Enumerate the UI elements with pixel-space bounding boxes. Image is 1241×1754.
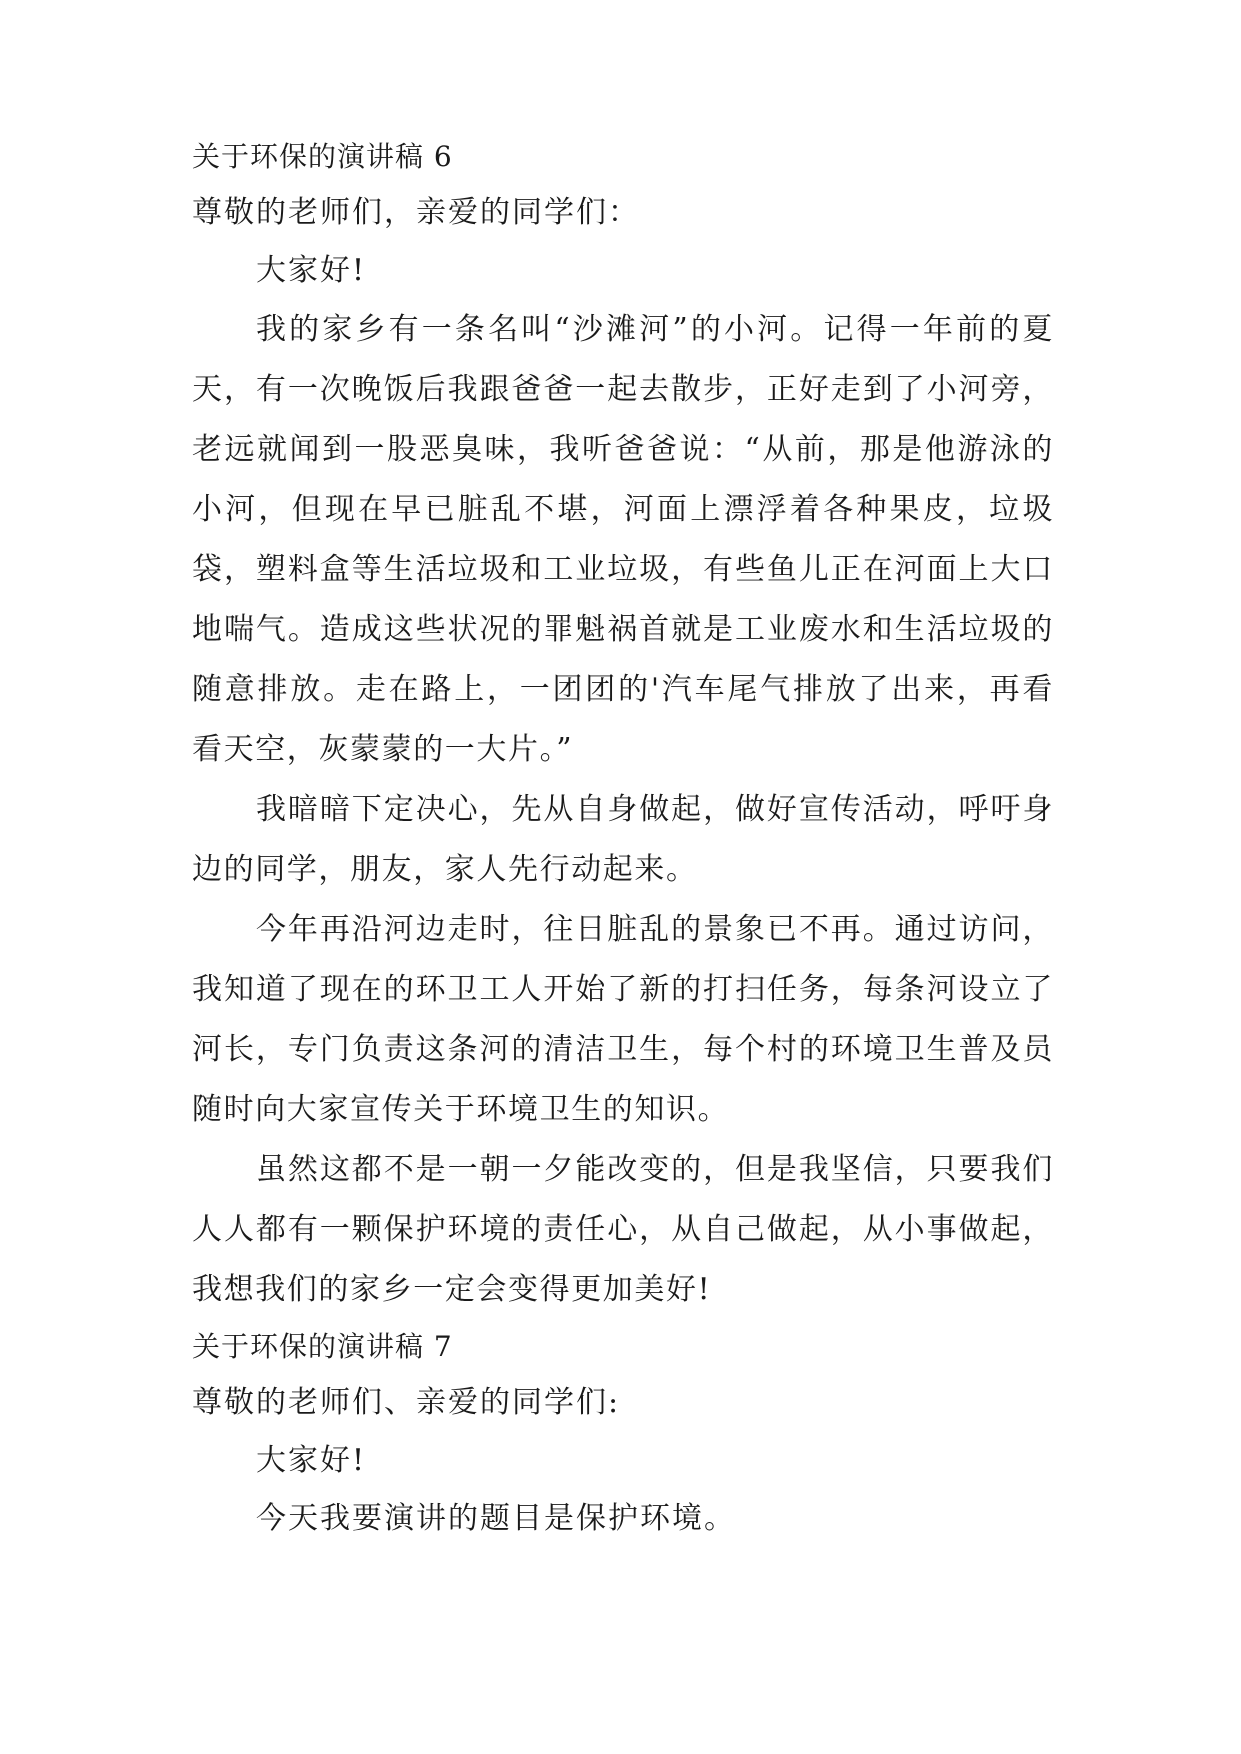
speech-6-title: 关于环保的演讲稿 6	[192, 140, 453, 173]
speech-6-paragraph-1: 我的家乡有一条名叫“沙滩河”的小河。记得一年前的夏天，有一次晚饭后我跟爸爸一起去散步，正好走到了小河旁，老远就闻到一股恶臭味，我听爸爸说：“从前，那是他游泳的小河，但现在早已脏乱不堪，河面上漂浮着各种果皮，垃圾袋，塑料盒等生活垃圾和工业垃圾，有些鱼儿正在河面上大口地喘气。造成这些状况的罪魁祸首就是工业废水和生活垃圾的随意排放。走在路上，一团团的'汽车尾气排放了出来，再看看天空，灰蒙蒙的一大片。”	[192, 312, 1054, 767]
speech-7-hello: 大家好!	[256, 1443, 367, 1478]
document-page	[192, 130, 1054, 1548]
speech-7-title: 关于环保的演讲稿 7	[192, 1330, 453, 1363]
speech-6-salutation: 尊敬的老师们，亲爱的同学们：	[192, 195, 640, 230]
speech-6-paragraph-2: 我暗暗下定决心，先从自身做起，做好宣传活动，呼吁身边的同学，朋友，家人先行动起来。	[192, 792, 1054, 887]
speech-6-paragraph-3: 今年再沿河边走时，往日脏乱的景象已不再。通过访问，我知道了现在的环卫工人开始了新的打扫任务，每条河设立了河长，专门负责这条河的清洁卫生，每个村的环境卫生普及员随时向大家宣传关于环境卫生的知识。	[192, 912, 1054, 1127]
speech-6-hello: 大家好!	[256, 253, 367, 288]
speech-6-paragraph-4: 虽然这都不是一朝一夕能改变的，但是我坚信，只要我们人人都有一颗保护环境的责任心，从自己做起，从小事做起，我想我们的家乡一定会变得更加美好!	[192, 1152, 1054, 1307]
speech-7-intro: 今天我要演讲的题目是保护环境。	[256, 1501, 736, 1536]
speech-7-salutation: 尊敬的老师们、亲爱的同学们:	[192, 1385, 621, 1420]
